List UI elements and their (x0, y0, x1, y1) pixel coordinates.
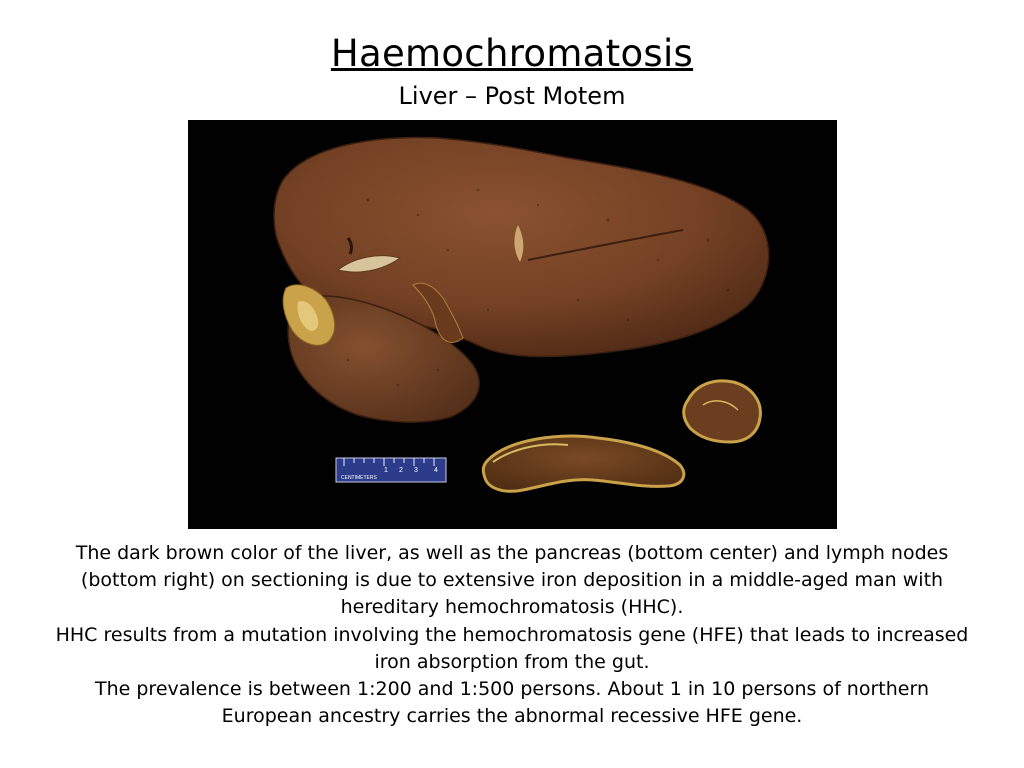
caption-text (50, 540, 974, 730)
caption-paragraph-1: The dark brown color of the liver, as well as the pancreas (bottom center) and lymph nodes (bottom right) on sectioning is due to extensive iron deposition in a middle-aged man with hereditary hemochromatosis (HHC). (75, 542, 949, 619)
specimen-illustration (188, 120, 837, 529)
centimeter-ruler (336, 458, 446, 482)
ruler-number-4: 4 (434, 467, 438, 474)
caption-paragraph-2: HHC results from a mutation involving the hemochromatosis gene (HFE) that leads to increased iron absorption from the gut. (55, 623, 969, 673)
pancreas-section (483, 436, 683, 491)
caption-paragraph-3: The prevalence is between 1:200 and 1:500 persons. About 1 in 10 persons of northern European ancestry carries the abnormal recessive HFE gene. (94, 678, 929, 728)
liver-specimen-photo (188, 120, 837, 529)
slide-subtitle: Liver – Post Motem (398, 82, 626, 110)
lymph-node-section (684, 381, 761, 442)
ruler-label: CENTIMETERS (341, 475, 377, 481)
ruler-number-3: 3 (414, 467, 418, 474)
ruler-number-1: 1 (384, 467, 388, 474)
slide-title: Haemochromatosis (330, 32, 694, 75)
ruler-number-2: 2 (399, 467, 403, 474)
